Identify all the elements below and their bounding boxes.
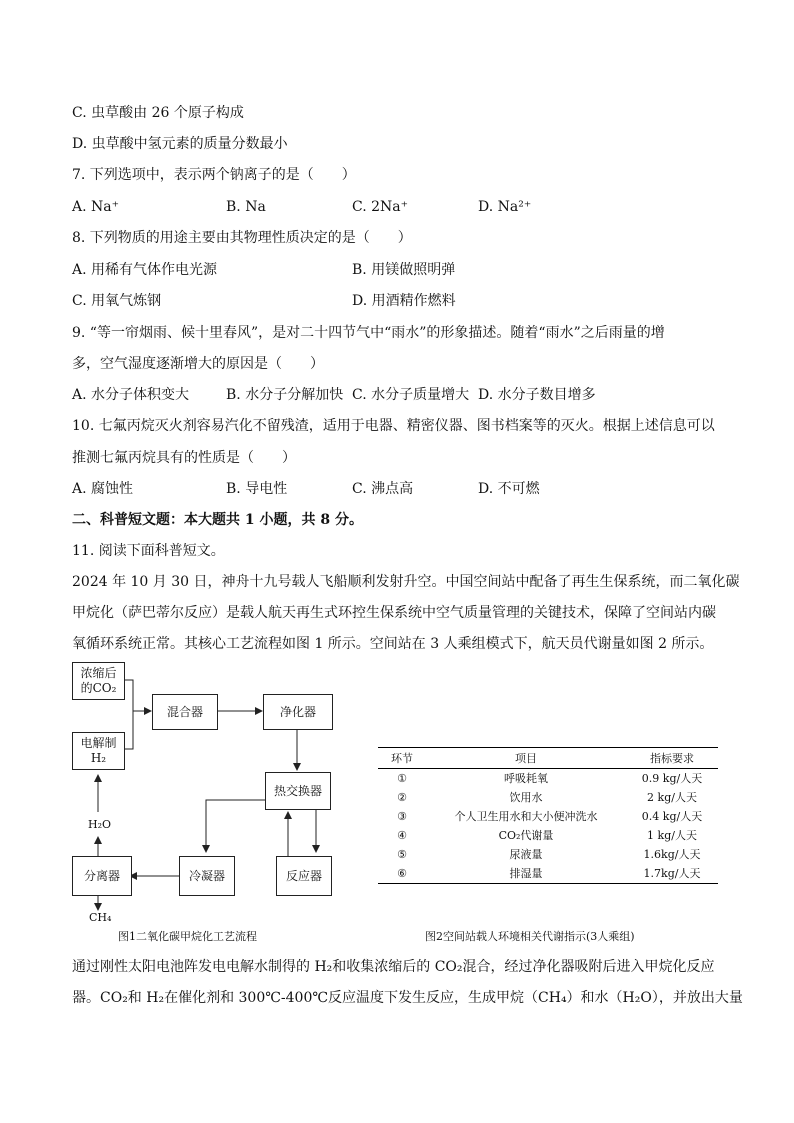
- box-reactor: 反应器: [276, 856, 332, 896]
- table-header: 项目: [426, 748, 626, 769]
- figure-2-table: [378, 747, 718, 884]
- q8-option-d: D. 用酒精作燃料: [352, 293, 456, 309]
- q10-stem-line2: 推测七氟丙烷具有的性质是（ ）: [72, 450, 296, 466]
- q9-option-b: B. 水分子分解加快: [226, 387, 344, 403]
- table-cell: 个人卫生用水和大小便冲洗水: [454, 810, 598, 823]
- table-cell: ②: [397, 791, 407, 804]
- arrow-co2-to-mixer: [123, 680, 151, 711]
- table-cell: 1 kg/人天: [647, 829, 697, 842]
- table-row: [378, 788, 718, 807]
- q6-option-d: D. 虫草酸中氢元素的质量分数最小: [72, 136, 288, 152]
- table-cell: 尿液量: [509, 848, 543, 861]
- q8-stem: 8. 下列物质的用途主要由其物理性质决定的是（ ）: [72, 230, 412, 246]
- q6-option-c: C. 虫草酸由 26 个原子构成: [72, 105, 244, 121]
- table-cell: ①: [397, 772, 407, 785]
- section-heading: 二、科普短文题：本大题共 1 小题，共 8 分。: [72, 512, 363, 528]
- q10-option-c: C. 沸点高: [352, 481, 414, 497]
- table-cell: 2 kg/人天: [647, 791, 697, 804]
- q10-stem-line1: 10. 七氟丙烷灭火剂容易汽化不留残渣，适用于电器、精密仪器、图书档案等的灭火。根据上述信息可以: [72, 418, 715, 434]
- q8-option-c: C. 用氧气炼钢: [72, 293, 162, 309]
- table-cell: CO₂代谢量: [498, 829, 554, 842]
- figure-1-caption: 图1二氧化碳甲烷化工艺流程: [118, 930, 257, 943]
- figure-2-caption: 图2空间站载人环境相关代谢指示(3人乘组): [425, 930, 635, 943]
- table-cell: ④: [397, 829, 407, 842]
- table-cell: ⑤: [397, 848, 407, 861]
- q9-option-a: A. 水分子体积变大: [72, 387, 190, 403]
- box-electrolysis-h2: 电解制 H₂: [72, 732, 125, 770]
- q11-paragraph-line: 器。CO₂和 H₂在催化剂和 300℃-400℃反应温度下发生反应，生成甲烷（CH₄）和水（H₂O），并放出大量: [72, 990, 743, 1006]
- q11-paragraph-line: 氧循环系统正常。其核心工艺流程如图 1 所示。空间站在 3 人乘组模式下，航天员代谢量如图 2 所示。: [72, 636, 714, 652]
- box-purifier: 净化器: [263, 694, 333, 730]
- q11-paragraph-line: 通过刚性太阳电池阵发电电解水制得的 H₂和收集浓缩后的 CO₂混合，经过净化器吸附后进入甲烷化反应: [72, 959, 715, 975]
- q11-paragraph-line: 2024 年 10 月 30 日，神舟十九号载人飞船顺利发射升空。中国空间站中配备了再生生保系统，而二氧化碳: [72, 574, 740, 590]
- q9-stem-line2: 多，空气湿度逐渐增大的原因是（ ）: [72, 356, 324, 372]
- q10-option-d: D. 不可燃: [478, 481, 540, 497]
- table-cell: ③: [397, 810, 407, 823]
- table-header-row: [378, 748, 718, 769]
- q10-option-b: B. 导电性: [226, 481, 288, 497]
- q7-option-a: A. Na⁺: [72, 199, 119, 215]
- q7-stem: 7. 下列选项中，表示两个钠离子的是（ ）: [72, 167, 356, 183]
- q10-option-a: A. 腐蚀性: [72, 481, 134, 497]
- q9-stem-line1: 9. “等一帘烟雨、候十里春风”，是对二十四节气中“雨水”的形象描述。随着“雨水”之后雨量的增: [72, 325, 665, 341]
- q8-option-a: A. 用稀有气体作电光源: [72, 262, 218, 278]
- table-cell: 1.6kg/人天: [643, 848, 701, 861]
- table-cell: 饮用水: [509, 791, 543, 804]
- table-header: 指标要求: [626, 748, 718, 769]
- label-ch4: CH₄: [89, 911, 112, 924]
- table-cell: 0.9 kg/人天: [641, 772, 703, 785]
- arrow-heat-exchanger-to-condenser: [206, 800, 265, 852]
- label-h2o: H₂O: [88, 818, 112, 831]
- table-row: [378, 864, 718, 884]
- table-header: 环节: [378, 748, 426, 769]
- table-cell: ⑥: [378, 864, 426, 884]
- q7-option-d: D. Na²⁺: [478, 199, 532, 215]
- table-cell: 呼吸耗氧: [504, 772, 548, 785]
- table-row: [378, 807, 718, 826]
- box-concentrated-co2: 浓缩后 的CO₂: [72, 662, 125, 700]
- q9-option-d: D. 水分子数目增多: [478, 387, 596, 403]
- box-separator: 分离器: [72, 856, 132, 896]
- box-heat-exchanger: 热交换器: [265, 772, 331, 810]
- q11-paragraph-line: 甲烷化（萨巴蒂尔反应）是载人航天再生式环控生保系统中空气质量管理的关键技术，保障了空间站内碳: [72, 605, 716, 621]
- table-cell: 排湿量: [426, 864, 626, 884]
- box-mixer: 混合器: [152, 694, 218, 730]
- q7-option-b: B. Na: [226, 199, 266, 215]
- table-row: [378, 845, 718, 864]
- box-condenser: 冷凝器: [179, 856, 235, 896]
- table-row: [378, 826, 718, 845]
- q9-option-c: C. 水分子质量增大: [352, 387, 470, 403]
- table-row: [378, 769, 718, 789]
- table-cell: 0.4 kg/人天: [641, 810, 703, 823]
- q8-option-b: B. 用镁做照明弹: [352, 262, 456, 278]
- q11-stem: 11. 阅读下面科普短文。: [72, 543, 225, 559]
- table-cell: 1.7kg/人天: [626, 864, 718, 884]
- q7-option-c: C. 2Na⁺: [352, 199, 409, 215]
